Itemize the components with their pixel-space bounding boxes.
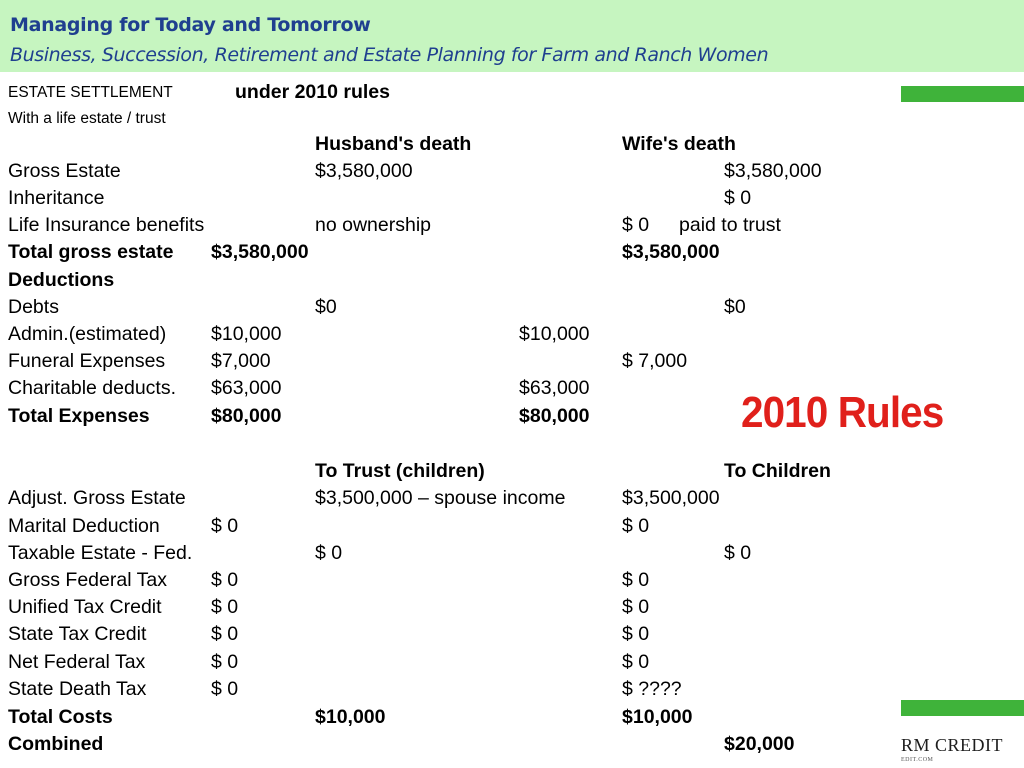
cell-husband: $ 0 [315, 542, 343, 564]
cell-husband: no ownership [315, 214, 431, 236]
cell-husband: $0 [315, 296, 337, 318]
row-label: Inheritance [8, 187, 105, 209]
rules-badge: 2010 Rules [741, 388, 944, 437]
cell-husband: $ 0 [211, 515, 239, 537]
cell-wife: $80,000 [519, 405, 590, 427]
accent-bar-top [901, 86, 1024, 102]
cell-wife: $ 0 [622, 569, 650, 591]
row-label: Combined [8, 733, 104, 755]
cell-wife: $0 [724, 296, 746, 318]
row-label: State Tax Credit [8, 623, 147, 645]
heading-label: ESTATE SETTLEMENT [8, 84, 173, 101]
cell-wife: $ ???? [622, 678, 682, 700]
row-label: Adjust. Gross Estate [8, 487, 186, 509]
column-wife: Wife's death [622, 133, 736, 155]
cell-wife: $10,000 [519, 323, 590, 345]
row-label: Admin.(estimated) [8, 323, 167, 345]
slide-subtitle: Business, Succession, Retirement and Estate Planning for Farm and Ranch Women [10, 44, 769, 66]
row-label: Total Expenses [8, 405, 150, 427]
heading-emphasis: under 2010 rules [235, 81, 390, 103]
cell-husband: $ 0 [211, 678, 239, 700]
cell-husband: $10,000 [315, 706, 386, 728]
cell-wife: $ 0 [622, 596, 650, 618]
cell-husband: $10,000 [211, 323, 282, 345]
section-deductions: Deductions [8, 269, 115, 291]
cell-wife: $3,580,000 [622, 241, 720, 263]
cell-wife-note: paid to trust [679, 214, 781, 236]
cell-husband: $3,500,000 – spouse income [315, 487, 566, 509]
cell-husband: $ 0 [211, 651, 239, 673]
farm-credit-logo [899, 735, 1024, 768]
row-label: Marital Deduction [8, 515, 160, 537]
cell-husband: $3,580,000 [211, 241, 309, 263]
row-label: State Death Tax [8, 678, 147, 700]
logo-url: EDIT.COM [901, 757, 934, 763]
cell-husband: $ 0 [211, 569, 239, 591]
row-label: Unified Tax Credit [8, 596, 162, 618]
row-label: Gross Estate [8, 160, 121, 182]
row-label: Total Costs [8, 706, 113, 728]
row-label: Life Insurance benefits [8, 214, 205, 236]
row-label: Net Federal Tax [8, 651, 146, 673]
slide-title: Managing for Today and Tomorrow [10, 14, 371, 36]
logo-text: RM CREDIT [901, 735, 1004, 755]
cell-husband: $80,000 [211, 405, 282, 427]
cell-wife: $3,580,000 [724, 160, 822, 182]
accent-bar-bottom [901, 700, 1024, 716]
row-label: Charitable deducts. [8, 377, 177, 399]
row-label: Debts [8, 296, 59, 318]
cell-wife: $ 0 [622, 214, 650, 236]
cell-husband: $7,000 [211, 350, 271, 372]
column-children: To Children [724, 460, 831, 482]
cell-wife: $63,000 [519, 377, 590, 399]
cell-husband: $ 0 [211, 596, 239, 618]
cell-husband: $63,000 [211, 377, 282, 399]
cell-wife: $3,500,000 [622, 487, 720, 509]
cell-wife: $ 0 [622, 515, 650, 537]
row-label: Total gross estate [8, 241, 174, 263]
column-trust: To Trust (children) [315, 460, 485, 482]
row-label: Gross Federal Tax [8, 569, 167, 591]
cell-wife: $ 0 [724, 542, 752, 564]
row-label: Taxable Estate - Fed. [8, 542, 193, 564]
cell-husband: $3,580,000 [315, 160, 413, 182]
heading-note: With a life estate / trust [8, 110, 166, 127]
cell-wife: $ 0 [724, 187, 752, 209]
cell-wife: $10,000 [622, 706, 693, 728]
cell-wife: $ 0 [622, 623, 650, 645]
cell-husband: $ 0 [211, 623, 239, 645]
row-label: Funeral Expenses [8, 350, 166, 372]
cell-wife: $ 0 [622, 651, 650, 673]
column-husband: Husband's death [315, 133, 472, 155]
cell-wife: $ 7,000 [622, 350, 688, 372]
cell-combined: $20,000 [724, 733, 795, 755]
